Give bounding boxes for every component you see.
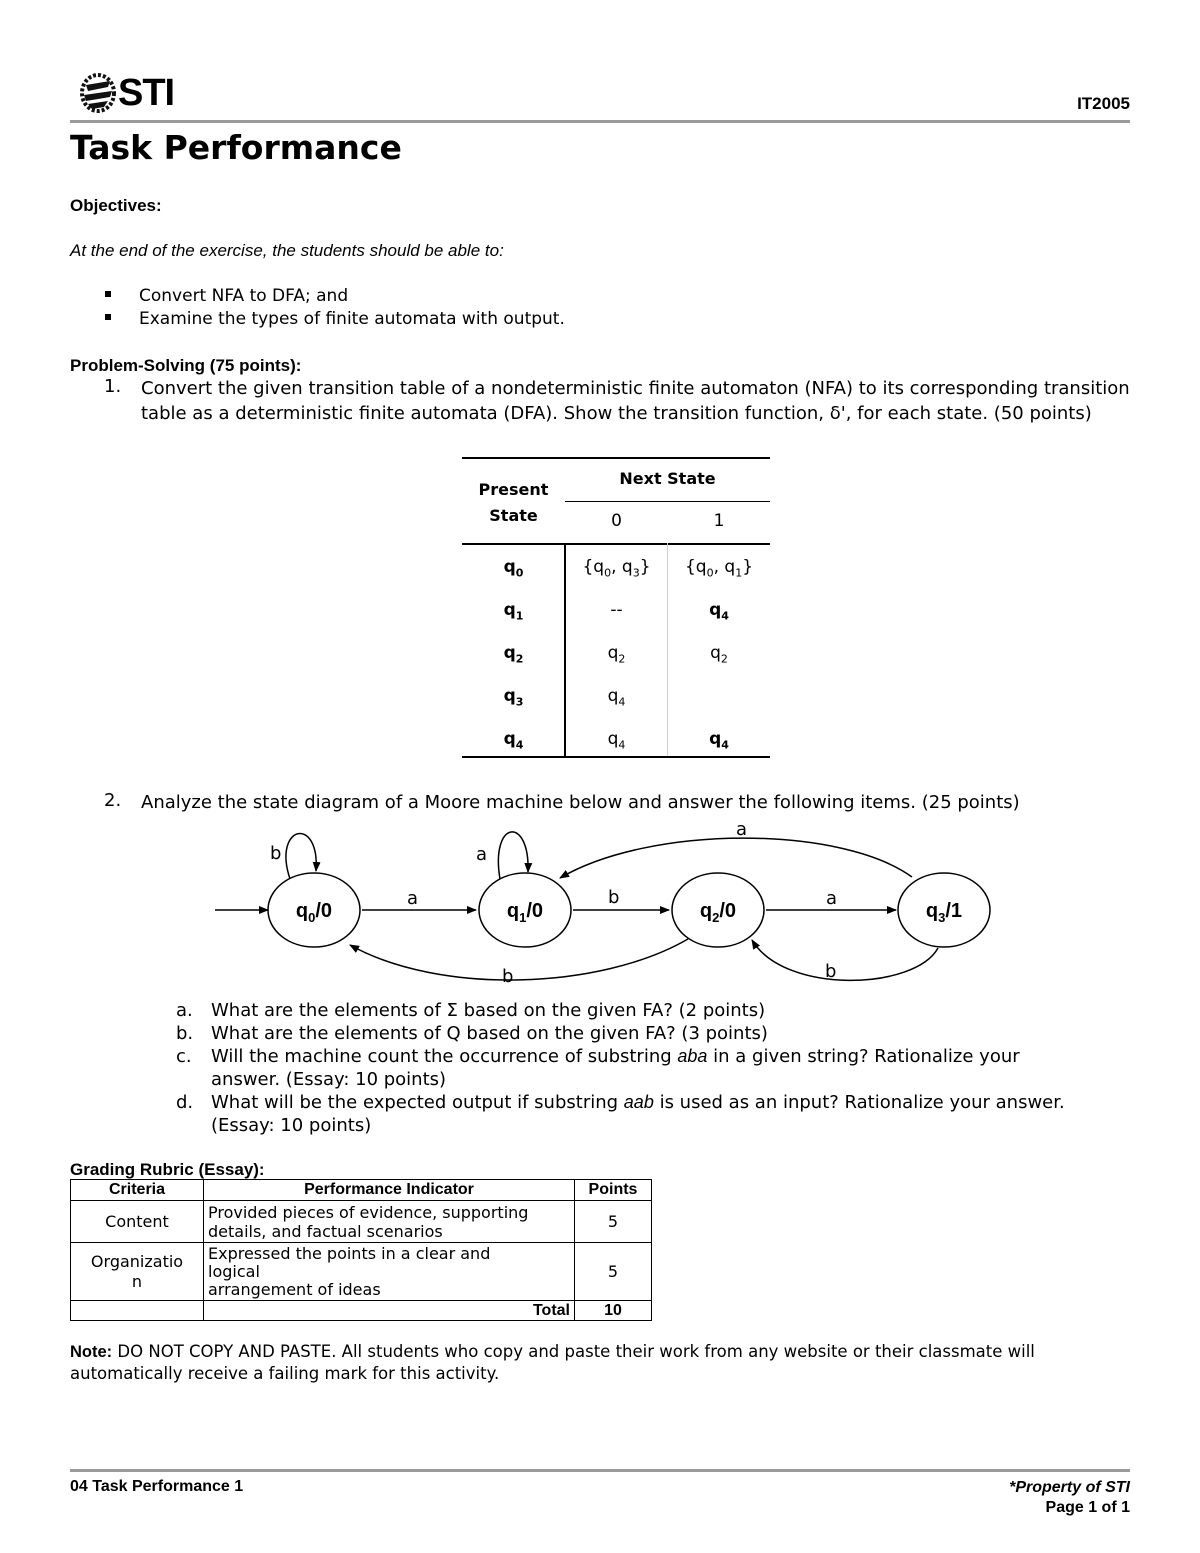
rubric-indicator: Expressed the points in a clear and logical arrangement of ideas bbox=[204, 1243, 575, 1301]
next-state-header: Next State bbox=[619, 469, 716, 488]
objectives-heading: Objectives: bbox=[70, 196, 162, 215]
footer-document-title: 04 Task Performance 1 bbox=[70, 1478, 244, 1495]
rubric-heading: Grading Rubric (Essay): bbox=[70, 1160, 265, 1179]
moore-machine-diagram bbox=[200, 815, 1010, 995]
rubric-header: Criteria bbox=[71, 1180, 204, 1201]
bullet-icon bbox=[105, 314, 111, 320]
header-rule bbox=[70, 120, 1130, 123]
table-cell: $q_2$ bbox=[607, 643, 626, 666]
edge-label: a bbox=[826, 888, 838, 909]
globe-logo-icon bbox=[80, 73, 116, 113]
table-row bbox=[71, 1243, 652, 1301]
question-2-text: Analyze the state diagram of a Moore machine below and answer the following items. (25 points) bbox=[141, 792, 1020, 813]
question-1-text: Convert the given transition table of a nondeterministic finite automaton (NFA) to its corresponding transition table as a deterministic finite automata (DFA). Show the transition function, δ', for each state. (50 points) bbox=[141, 378, 1130, 424]
edge-label: a bbox=[736, 819, 748, 840]
table-row-state: $q_1$ bbox=[503, 600, 524, 623]
sub-question: c. Will the machine count the occurrence of substring aba in a given string? Rationalize your answer. (Essay: 10 points) bbox=[176, 1046, 1020, 1090]
edge-label: a bbox=[407, 888, 419, 909]
problem-solving-heading: Problem-Solving (75 points): bbox=[70, 356, 302, 375]
rubric-points: 5 bbox=[575, 1243, 652, 1301]
state-label: $q_2/0$ bbox=[699, 900, 737, 925]
present-state-header: Present State bbox=[478, 480, 549, 525]
rubric-criteria: Organizatio n bbox=[71, 1243, 204, 1301]
edge-label: b bbox=[270, 843, 282, 864]
footer-page-number: Page 1 of 1 bbox=[1045, 1499, 1130, 1516]
edge-label: b bbox=[502, 966, 514, 987]
edge-label: a bbox=[476, 844, 488, 865]
question-number: 2. bbox=[104, 790, 122, 811]
course-code: IT2005 bbox=[1077, 94, 1130, 113]
rubric-header: Points bbox=[575, 1180, 652, 1201]
sub-question: b. What are the elements of Q based on the given FA? (3 points) bbox=[176, 1023, 768, 1044]
table-cell: {$q_0$, $q_1$} bbox=[684, 557, 754, 580]
input-0-header: 0 bbox=[611, 511, 622, 531]
footer-right bbox=[1009, 1478, 1130, 1518]
state-label: $q_3/1$ bbox=[925, 900, 963, 925]
footer-property: *Property of STI bbox=[1009, 1479, 1130, 1496]
edge-label: b bbox=[825, 961, 837, 982]
logo-text: STI bbox=[118, 72, 175, 114]
table-cell: $q_2$ bbox=[710, 643, 728, 666]
rubric-criteria: Content bbox=[71, 1201, 204, 1243]
table-row bbox=[71, 1201, 652, 1243]
rubric-total-points: 10 bbox=[575, 1301, 652, 1321]
note: Note: DO NOT COPY AND PASTE. All students who copy and paste their work from any website or their classmate will automatically receive a failing mark for this activity. bbox=[70, 1342, 1035, 1383]
grading-rubric-table bbox=[70, 1179, 652, 1321]
edge-q3-q1 bbox=[560, 838, 912, 878]
table-row-state: $q_4$ bbox=[503, 729, 524, 752]
rubric-indicator: Provided pieces of evidence, supporting details, and factual scenarios bbox=[204, 1201, 575, 1243]
table-row-state: $q_3$ bbox=[503, 686, 524, 709]
page-title: Task Performance bbox=[70, 128, 402, 167]
sub-question: a. What are the elements of Σ based on the given FA? (2 points) bbox=[176, 1000, 766, 1021]
question-number: 1. bbox=[104, 376, 122, 397]
objective-item: Examine the types of finite automata with output. bbox=[105, 309, 565, 329]
edge-q2-q0 bbox=[350, 939, 688, 980]
table-row bbox=[71, 1301, 652, 1321]
table-row-state: $q_0$ bbox=[503, 557, 524, 580]
table-cell: -- bbox=[610, 600, 623, 620]
edge-q0-self bbox=[286, 833, 316, 879]
state-label: $q_1/0$ bbox=[506, 900, 544, 925]
state-label: $q_0/0$ bbox=[295, 900, 333, 925]
input-1-header: 1 bbox=[713, 511, 725, 531]
rubric-points: 5 bbox=[575, 1201, 652, 1243]
table-cell: $q_4$ bbox=[709, 600, 729, 623]
table-cell: {$q_0$, $q_3$} bbox=[582, 557, 651, 580]
sub-question: d. What will be the expected output if substring aab is used as an input? Rationalize your answer. (Essay: 10 points) bbox=[176, 1092, 1065, 1136]
sti-logo bbox=[80, 72, 174, 114]
rubric-header: Performance Indicator bbox=[204, 1180, 575, 1201]
edge-q1-self bbox=[498, 832, 528, 879]
objectives-intro: At the end of the exercise, the students should be able to: bbox=[70, 241, 504, 260]
table-row-state: $q_2$ bbox=[503, 643, 524, 666]
bullet-icon bbox=[105, 291, 111, 297]
rubric-total-label: Total bbox=[204, 1301, 575, 1321]
nfa-transition-table bbox=[462, 457, 770, 759]
edge-q3-q2 bbox=[752, 940, 938, 980]
table-cell: $q_4$ bbox=[607, 686, 626, 709]
objective-item: Convert NFA to DFA; and bbox=[105, 286, 348, 306]
edge-label: b bbox=[608, 887, 620, 908]
footer-rule bbox=[70, 1469, 1130, 1472]
table-cell: $q_4$ bbox=[709, 729, 729, 752]
table-cell: $q_4$ bbox=[607, 729, 626, 752]
